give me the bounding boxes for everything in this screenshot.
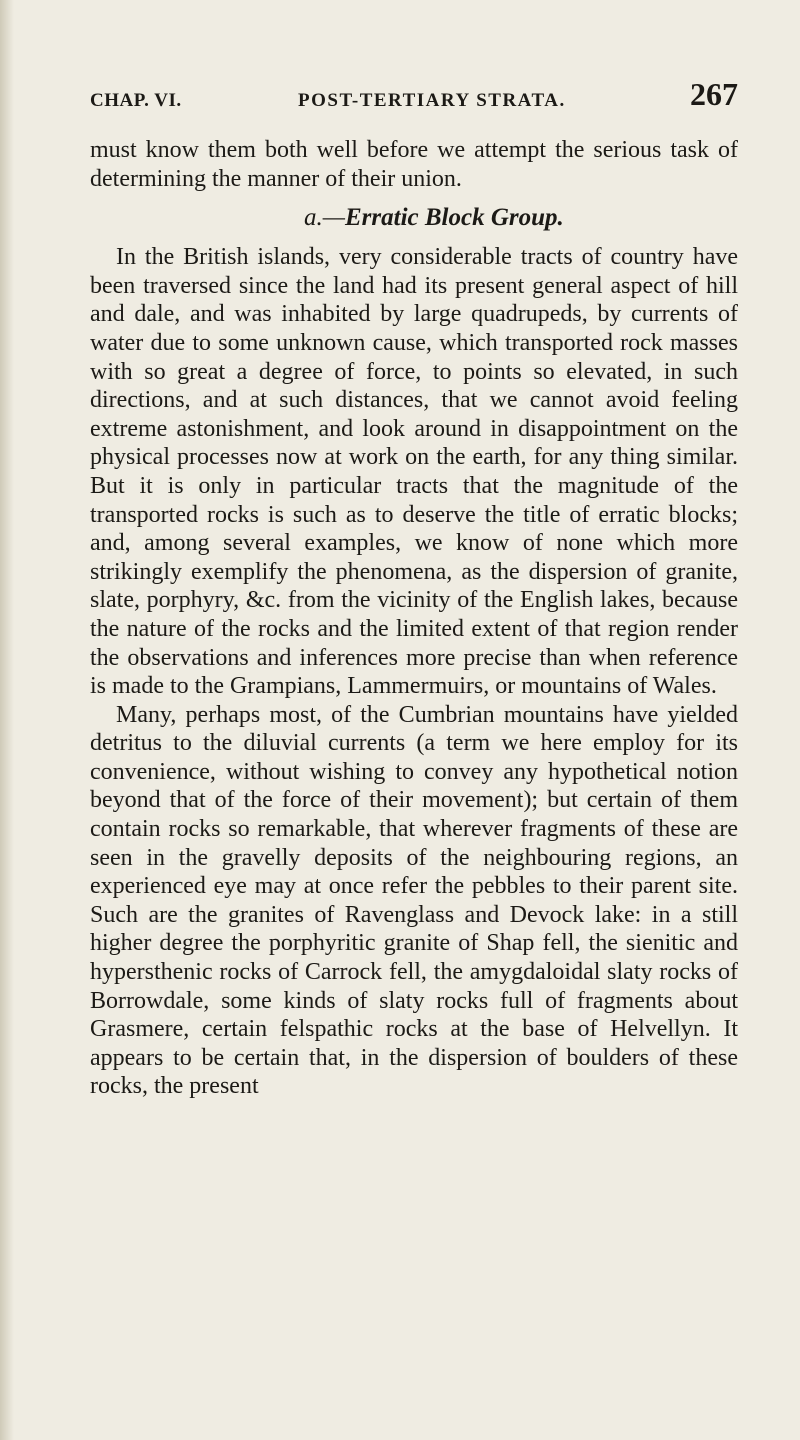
section-dash: —	[322, 204, 345, 232]
running-title: POST-TERTIARY STRATA.	[298, 90, 566, 111]
page-gutter-shadow	[0, 0, 14, 1440]
section-letter: a.	[304, 204, 323, 232]
section-heading	[90, 203, 738, 233]
paragraph-british-islands: In the British islands, very considerable tracts of country have been traversed since the land had its present general aspect of hill and dale, and was inhabited by large quadrupeds, by currents of water due to some unknown cause, which transported rock masses with so great a degree of force, to points so elevated, in such directions, and at such distances, that we cannot avoid feeling extreme astonishment, and look around in disappointment on the physical processes now at work on the earth, for any thing similar. But it is only in particular tracts that the magnitude of the transported rocks is such as to deserve the title of erratic blocks; and, among several examples, we know of none which more strikingly exemplify the phenomena, as the dispersion of granite, slate, porphyry, &c. from the vicinity of the English lakes, because the nature of the rocks and the limited extent of that region render the observations and inferences more precise than when reference is made to the Grampians, Lammermuirs, or mountains of Wales.	[90, 244, 738, 700]
chapter-label: CHAP. VI.	[90, 90, 182, 111]
paragraph-cumbrian-mountains: Many, perhaps most, of the Cumbrian mountains have yielded detritus to the diluvial currents (a term we here employ for its convenience, without wishing to convey any hypothetical notion beyond that of the force of their movement); but certain of them contain rocks so remarkable, that wherever fragments of these are seen in the gravelly deposits of the neighbouring regions, an experienced eye may at once refer the pebbles to their parent site. Such are the granites of Ravenglass and Devock lake: in a still higher degree the porphyritic granite of Shap fell, the sienitic and hypersthenic rocks of Carrock fell, the amygdaloidal slaty rocks of Borrowdale, some kinds of slaty rocks full of fragments about Grasmere, certain felspathic rocks at the base of Helvellyn. It appears to be certain that, in the dispersion of boulders of these rocks, the present	[90, 701, 738, 1100]
section-title: Erratic Block Group.	[344, 204, 564, 232]
page-number: 267	[690, 76, 738, 112]
running-header	[90, 76, 738, 120]
opening-paragraph: must know them both well before we attempt the serious task of determining the manner of their union.	[90, 137, 738, 192]
page-body	[90, 136, 738, 1101]
